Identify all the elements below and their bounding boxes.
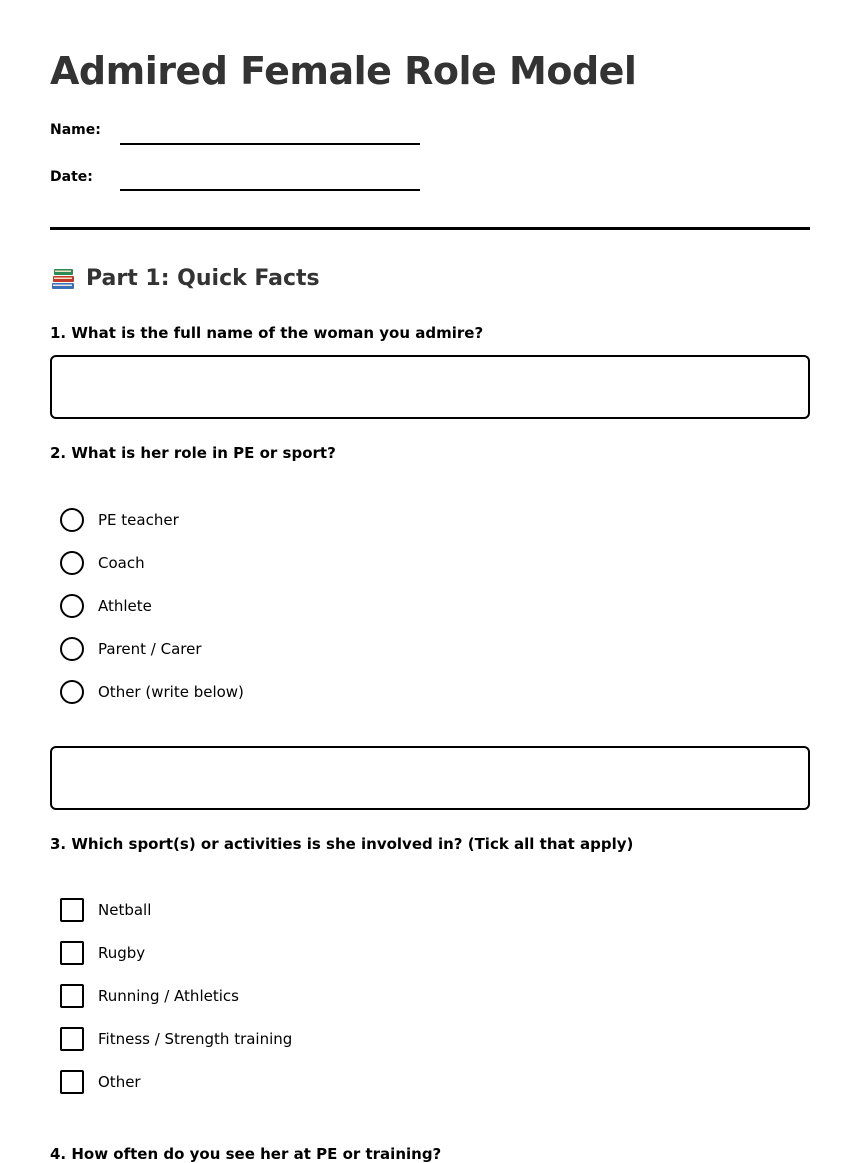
question-1: 1. What is the full name of the woman you admire? (50, 324, 484, 342)
option-label: Athlete (98, 597, 152, 615)
radio-button[interactable] (60, 680, 84, 704)
radio-option-parent-carer[interactable] (60, 636, 202, 662)
checkbox[interactable] (60, 941, 84, 965)
checkbox[interactable] (60, 898, 84, 922)
radio-button[interactable] (60, 594, 84, 618)
name-field[interactable] (120, 143, 420, 145)
checkbox-option-netball[interactable] (60, 897, 151, 923)
question-2: 2. What is her role in PE or sport? (50, 444, 336, 462)
date-field[interactable] (120, 189, 420, 191)
date-label: Date: (50, 169, 93, 185)
option-label: Running / Athletics (98, 987, 239, 1005)
option-label: Rugby (98, 944, 146, 962)
radio-option-coach[interactable] (60, 550, 145, 576)
q1-answer-input[interactable] (50, 355, 810, 419)
divider (50, 227, 810, 230)
option-label: Other (98, 1073, 141, 1091)
radio-option-athlete[interactable] (60, 593, 152, 619)
option-label: Other (write below) (98, 683, 244, 701)
checkbox[interactable] (60, 1027, 84, 1051)
option-label: PE teacher (98, 511, 179, 529)
checkbox-option-rugby[interactable] (60, 940, 145, 966)
option-label: Fitness / Strength training (98, 1030, 293, 1048)
question-4: 4. How often do you see her at PE or training? (50, 1145, 442, 1163)
radio-option-pe-teacher[interactable] (60, 507, 179, 533)
checkbox[interactable] (60, 1070, 84, 1094)
page-title: Admired Female Role Model (50, 49, 637, 93)
option-label: Parent / Carer (98, 640, 202, 658)
checkbox-option-other[interactable] (60, 1069, 141, 1095)
checkbox-option-running-athletics[interactable] (60, 983, 239, 1009)
section-title-text: Part 1: Quick Facts (86, 265, 320, 291)
radio-button[interactable] (60, 551, 84, 575)
radio-option-other[interactable] (60, 679, 244, 705)
section-title (50, 265, 320, 291)
option-label: Coach (98, 554, 145, 572)
q2-other-input[interactable] (50, 746, 810, 810)
books-icon (50, 265, 76, 291)
checkbox[interactable] (60, 984, 84, 1008)
radio-button[interactable] (60, 637, 84, 661)
radio-button[interactable] (60, 508, 84, 532)
checkbox-option-fitness-strength[interactable] (60, 1026, 292, 1052)
question-3: 3. Which sport(s) or activities is she involved in? (Tick all that apply) (50, 835, 634, 853)
option-label: Netball (98, 901, 152, 919)
name-label: Name: (50, 122, 101, 138)
